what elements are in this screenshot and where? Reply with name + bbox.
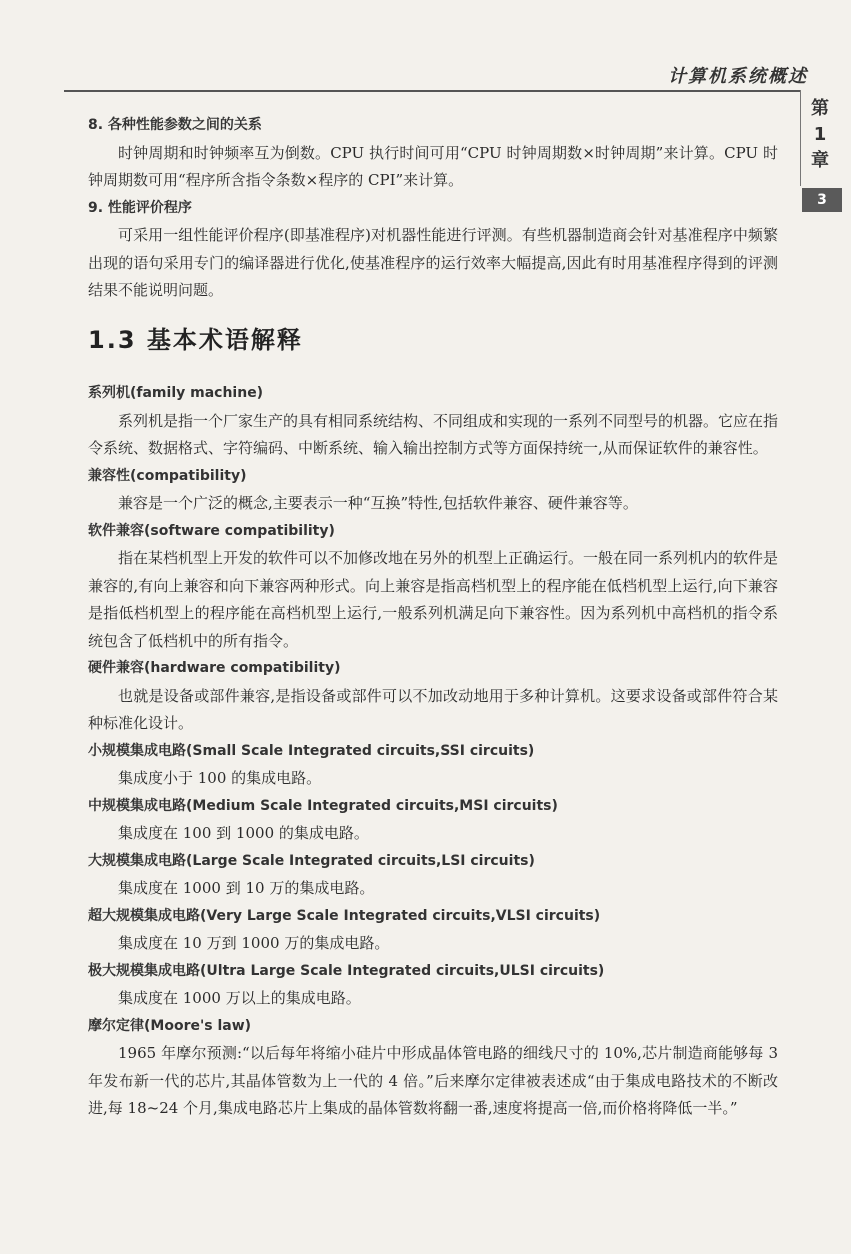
def-family-machine: 系列机是指一个厂家生产的具有相同系统结构、不同组成和实现的一系列不同型号的机器。它应在指令系统、数据格式、字符编码、中断系统、输入输出控制方式等方面保持统一,从而保证软件的兼容性。 — [88, 411, 779, 457]
term-compatibility: 兼容性(compatibility) — [88, 467, 247, 484]
def-moores-law: 1965 年摩尔预测:“以后每年将缩小硅片中形成晶体管电路的细线尺寸的 10%,芯片制造商能够每 3 年发布新一代的芯片,其晶体管数为上一代的 4 倍。”后来摩尔定律被表述成“由于集成电路技术的不断改进,每 18~24 个月,集成电路芯片上集成的晶体管数将翻一番,速度将提高一倍,而价格将降低一半。” — [88, 1044, 778, 1117]
chapter-tab — [800, 90, 839, 186]
chapter-prefix: 第 — [811, 98, 829, 119]
page-body — [88, 112, 778, 1123]
def-hardware-compatibility: 也就是设备或部件兼容,是指设备或部件可以不加改动地用于多种计算机。这要求设备或部件符合某种标准化设计。 — [88, 686, 778, 732]
term-ssi: 小规模集成电路(Small Scale Integrated circuits,SSI circuits) — [88, 742, 535, 759]
paragraph-8: 时钟周期和时钟频率互为倒数。CPU 执行时间可用“CPU 时钟周期数×时钟周期”来计算。CPU 时钟周期数可用“程序所含指令条数×程序的 CPI”来计算。 — [88, 143, 778, 189]
def-ulsi: 集成度在 1000 万以上的集成电路。 — [118, 989, 361, 1007]
chapter-suffix: 章 — [811, 150, 829, 171]
section-title: 1.3 基本术语解释 — [88, 325, 303, 354]
term-lsi: 大规模集成电路(Large Scale Integrated circuits,LSI circuits) — [88, 852, 535, 869]
def-ssi: 集成度小于 100 的集成电路。 — [118, 769, 322, 787]
def-compatibility: 兼容是一个广泛的概念,主要表示一种“互换”特性,包括软件兼容、硬件兼容等。 — [118, 494, 638, 512]
def-msi: 集成度在 100 到 1000 的集成电路。 — [118, 824, 369, 842]
term-family-machine: 系列机(family machine) — [88, 385, 264, 401]
def-vlsi: 集成度在 10 万到 1000 万的集成电路。 — [118, 934, 390, 952]
heading-8: 8. 各种性能参数之间的关系 — [88, 117, 262, 133]
term-ulsi: 极大规模集成电路(Ultra Large Scale Integrated circuits,ULSI circuits) — [88, 962, 605, 979]
def-software-compatibility: 指在某档机型上开发的软件可以不加修改地在另外的机型上正确运行。一般在同一系列机内的软件是兼容的,有向上兼容和向下兼容两种形式。向上兼容是指高档机型上的程序能在低档机型上运行,向下兼容是指低档机型上的程序能在高档机型上运行,一般系列机满足向下兼容性。因为系列机中高档机的指令系统包含了低档机中的所有指令。 — [88, 549, 779, 650]
def-lsi: 集成度在 1000 到 10 万的集成电路。 — [118, 879, 375, 897]
chapter-number: 1 — [813, 124, 827, 145]
term-vlsi: 超大规模集成电路(Very Large Scale Integrated circuits,VLSI circuits) — [88, 907, 601, 924]
term-hardware-compatibility: 硬件兼容(hardware compatibility) — [88, 660, 341, 676]
heading-9: 9. 性能评价程序 — [88, 199, 192, 216]
running-header-title: 计算机系统概述 — [668, 66, 808, 87]
term-msi: 中规模集成电路(Medium Scale Integrated circuits,MSI circuits) — [88, 797, 558, 814]
page-number: 3 — [802, 188, 842, 212]
paragraph-9: 可采用一组性能评价程序(即基准程序)对机器性能进行评测。有些机器制造商会针对基准程序中频繁出现的语句采用专门的编译器进行优化,使基准程序的运行效率大幅提高,因此有时用基准程序得到的评测结果不能说明问题。 — [88, 226, 778, 299]
term-moores-law: 摩尔定律(Moore's law) — [88, 1017, 252, 1034]
header-divider — [64, 90, 800, 92]
term-software-compatibility: 软件兼容(software compatibility) — [88, 522, 335, 539]
